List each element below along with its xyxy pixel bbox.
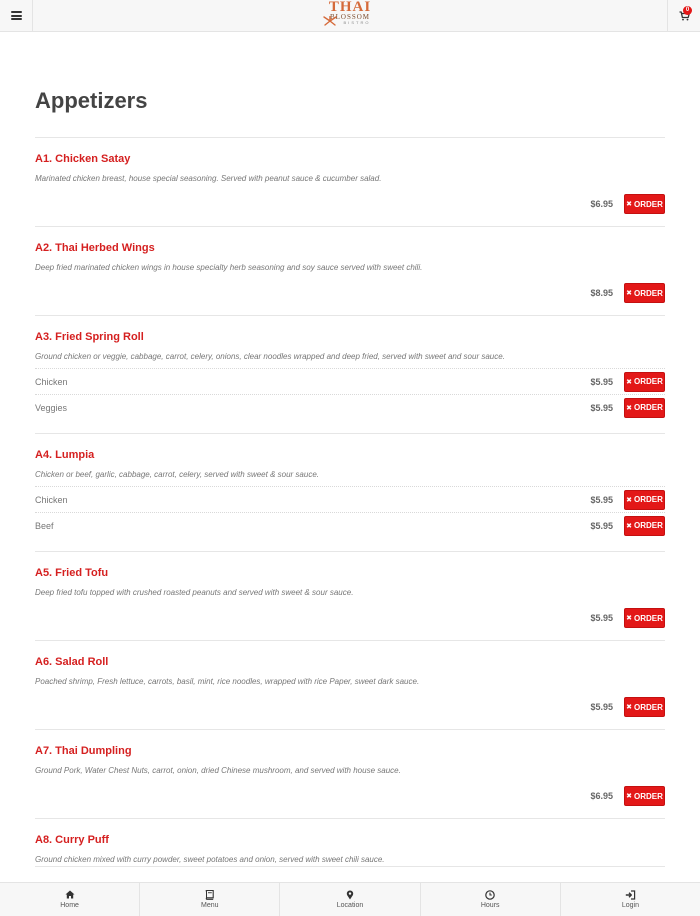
nav-label-hours: Hours [480,902,500,909]
price-row [35,696,665,718]
page-title: Appetizers [35,88,148,113]
variant-row [35,486,665,512]
item-price: $5.95 [590,702,613,712]
nav-item-menu[interactable] [140,883,280,916]
menu-item [35,567,665,641]
menu-item [35,834,665,867]
variant-name: Chicken [35,376,68,387]
map-pin-icon [346,889,354,900]
order-button[interactable] [624,372,665,392]
menu-item [35,242,665,316]
order-button[interactable] [624,398,665,418]
variant-row [35,368,665,394]
item-description: Ground chicken mixed with curry powder, sweet potatoes and onion, served with sweet chili sauce. [35,855,385,864]
title-divider [35,137,665,138]
top-bar [0,0,700,32]
price-row [35,785,665,807]
nav-label-login: Login [621,902,639,909]
order-button[interactable] [624,786,665,806]
menu-item-list [35,153,665,867]
order-button[interactable] [624,608,665,628]
logo-sub-text: BLOSSOM [329,13,371,21]
utensils-icon: ✖ [626,704,632,711]
order-button-label: ORDER [633,613,663,623]
order-button-label: ORDER [633,791,663,801]
item-price: $6.95 [590,199,613,209]
nav-item-login[interactable] [561,883,700,916]
item-description: Deep fried marinated chicken wings in house specialty herb seasoning and soy sauce served with sweet chili. [35,263,423,272]
item-description: Poached shrimp, Fresh lettuce, carrots, basil, mint, rice noodles, wrapped with rice Paper, sweet dark sauce. [35,677,420,686]
item-description: Marinated chicken breast, house special seasoning. Served with peanut sauce & cucumber salad. [35,174,382,183]
flower-icon [323,16,337,26]
variant-list [35,486,665,538]
menu-item [35,331,665,434]
variant-name: Chicken [35,494,68,505]
variant-row [35,394,665,420]
nav-label-home: Home [60,902,79,909]
item-price: $8.95 [590,288,613,298]
logo-tiny-text: BISTRO [343,20,371,25]
item-name: A6. Salad Roll [35,656,109,668]
item-description: Ground chicken or veggie, cabbage, carrot, celery, onions, clear noodles wrapped and deep fried, served with sweet and sour sauce. [35,352,505,361]
order-button-label: ORDER [633,495,663,504]
item-name: A4. Lumpia [35,449,95,461]
utensils-icon: ✖ [626,378,632,386]
item-price: $6.95 [590,791,613,801]
hamburger-icon [11,11,22,20]
item-price: $5.95 [590,520,613,531]
price-row [35,282,665,304]
variant-row [35,512,665,538]
order-button-label: ORDER [633,199,663,209]
menu-button[interactable] [0,0,33,31]
item-price: $5.95 [590,376,613,387]
utensils-icon: ✖ [626,496,632,504]
logo[interactable] [320,1,380,29]
utensils-icon: ✖ [626,522,632,530]
order-button[interactable] [624,283,665,303]
utensils-icon: ✖ [626,404,632,412]
cart-button[interactable] [667,0,700,31]
nav-item-location[interactable] [280,883,420,916]
item-price: $5.95 [590,402,613,413]
item-name: A8. Curry Puff [35,834,109,846]
logo-main-text: THAI [328,0,372,15]
menu-item [35,153,665,227]
menu-item [35,656,665,730]
order-button-label: ORDER [633,702,663,712]
variant-name: Veggies [35,402,68,413]
utensils-icon: ✖ [626,793,632,800]
order-button-label: ORDER [633,521,663,530]
item-name: A1. Chicken Satay [35,153,131,165]
item-name: A7. Thai Dumpling [35,745,132,757]
clock-icon [485,889,495,900]
item-description: Ground Pork, Water Chest Nuts, carrot, onion, dried Chinese mushroom, and served with house sauce. [35,766,401,775]
nav-item-home[interactable] [0,883,140,916]
menu-content [35,78,665,867]
order-button[interactable] [624,516,665,536]
nav-item-hours[interactable] [421,883,561,916]
order-button-label: ORDER [633,403,663,412]
item-name: A2. Thai Herbed Wings [35,242,155,254]
home-icon [65,889,75,900]
item-name: A5. Fried Tofu [35,567,109,579]
nav-label-location: Location [336,902,364,909]
cart-count-badge: 0 [683,6,692,15]
item-description: Deep fried tofu topped with crushed roasted peanuts and served with sweet & sour sauce. [35,588,354,597]
nav-label-menu: Menu [201,902,219,909]
book-icon [205,889,214,900]
item-name: A3. Fried Spring Roll [35,331,144,343]
menu-item [35,449,665,552]
sign-in-icon [625,889,636,900]
order-button[interactable] [624,490,665,510]
bottom-nav [0,882,700,916]
variant-list [35,368,665,420]
item-price: $5.95 [590,613,613,623]
utensils-icon: ✖ [626,201,632,208]
variant-name: Beef [35,520,54,531]
utensils-icon: ✖ [626,290,632,297]
order-button[interactable] [624,697,665,717]
item-description: Chicken or beef, garlic, cabbage, carrot, celery, served with sweet & sour sauce. [35,470,319,479]
menu-item [35,745,665,819]
utensils-icon: ✖ [626,615,632,622]
order-button-label: ORDER [633,377,663,386]
item-price: $5.95 [590,494,613,505]
price-row [35,607,665,629]
order-button-label: ORDER [633,288,663,298]
order-button[interactable] [624,194,665,214]
price-row [35,193,665,215]
